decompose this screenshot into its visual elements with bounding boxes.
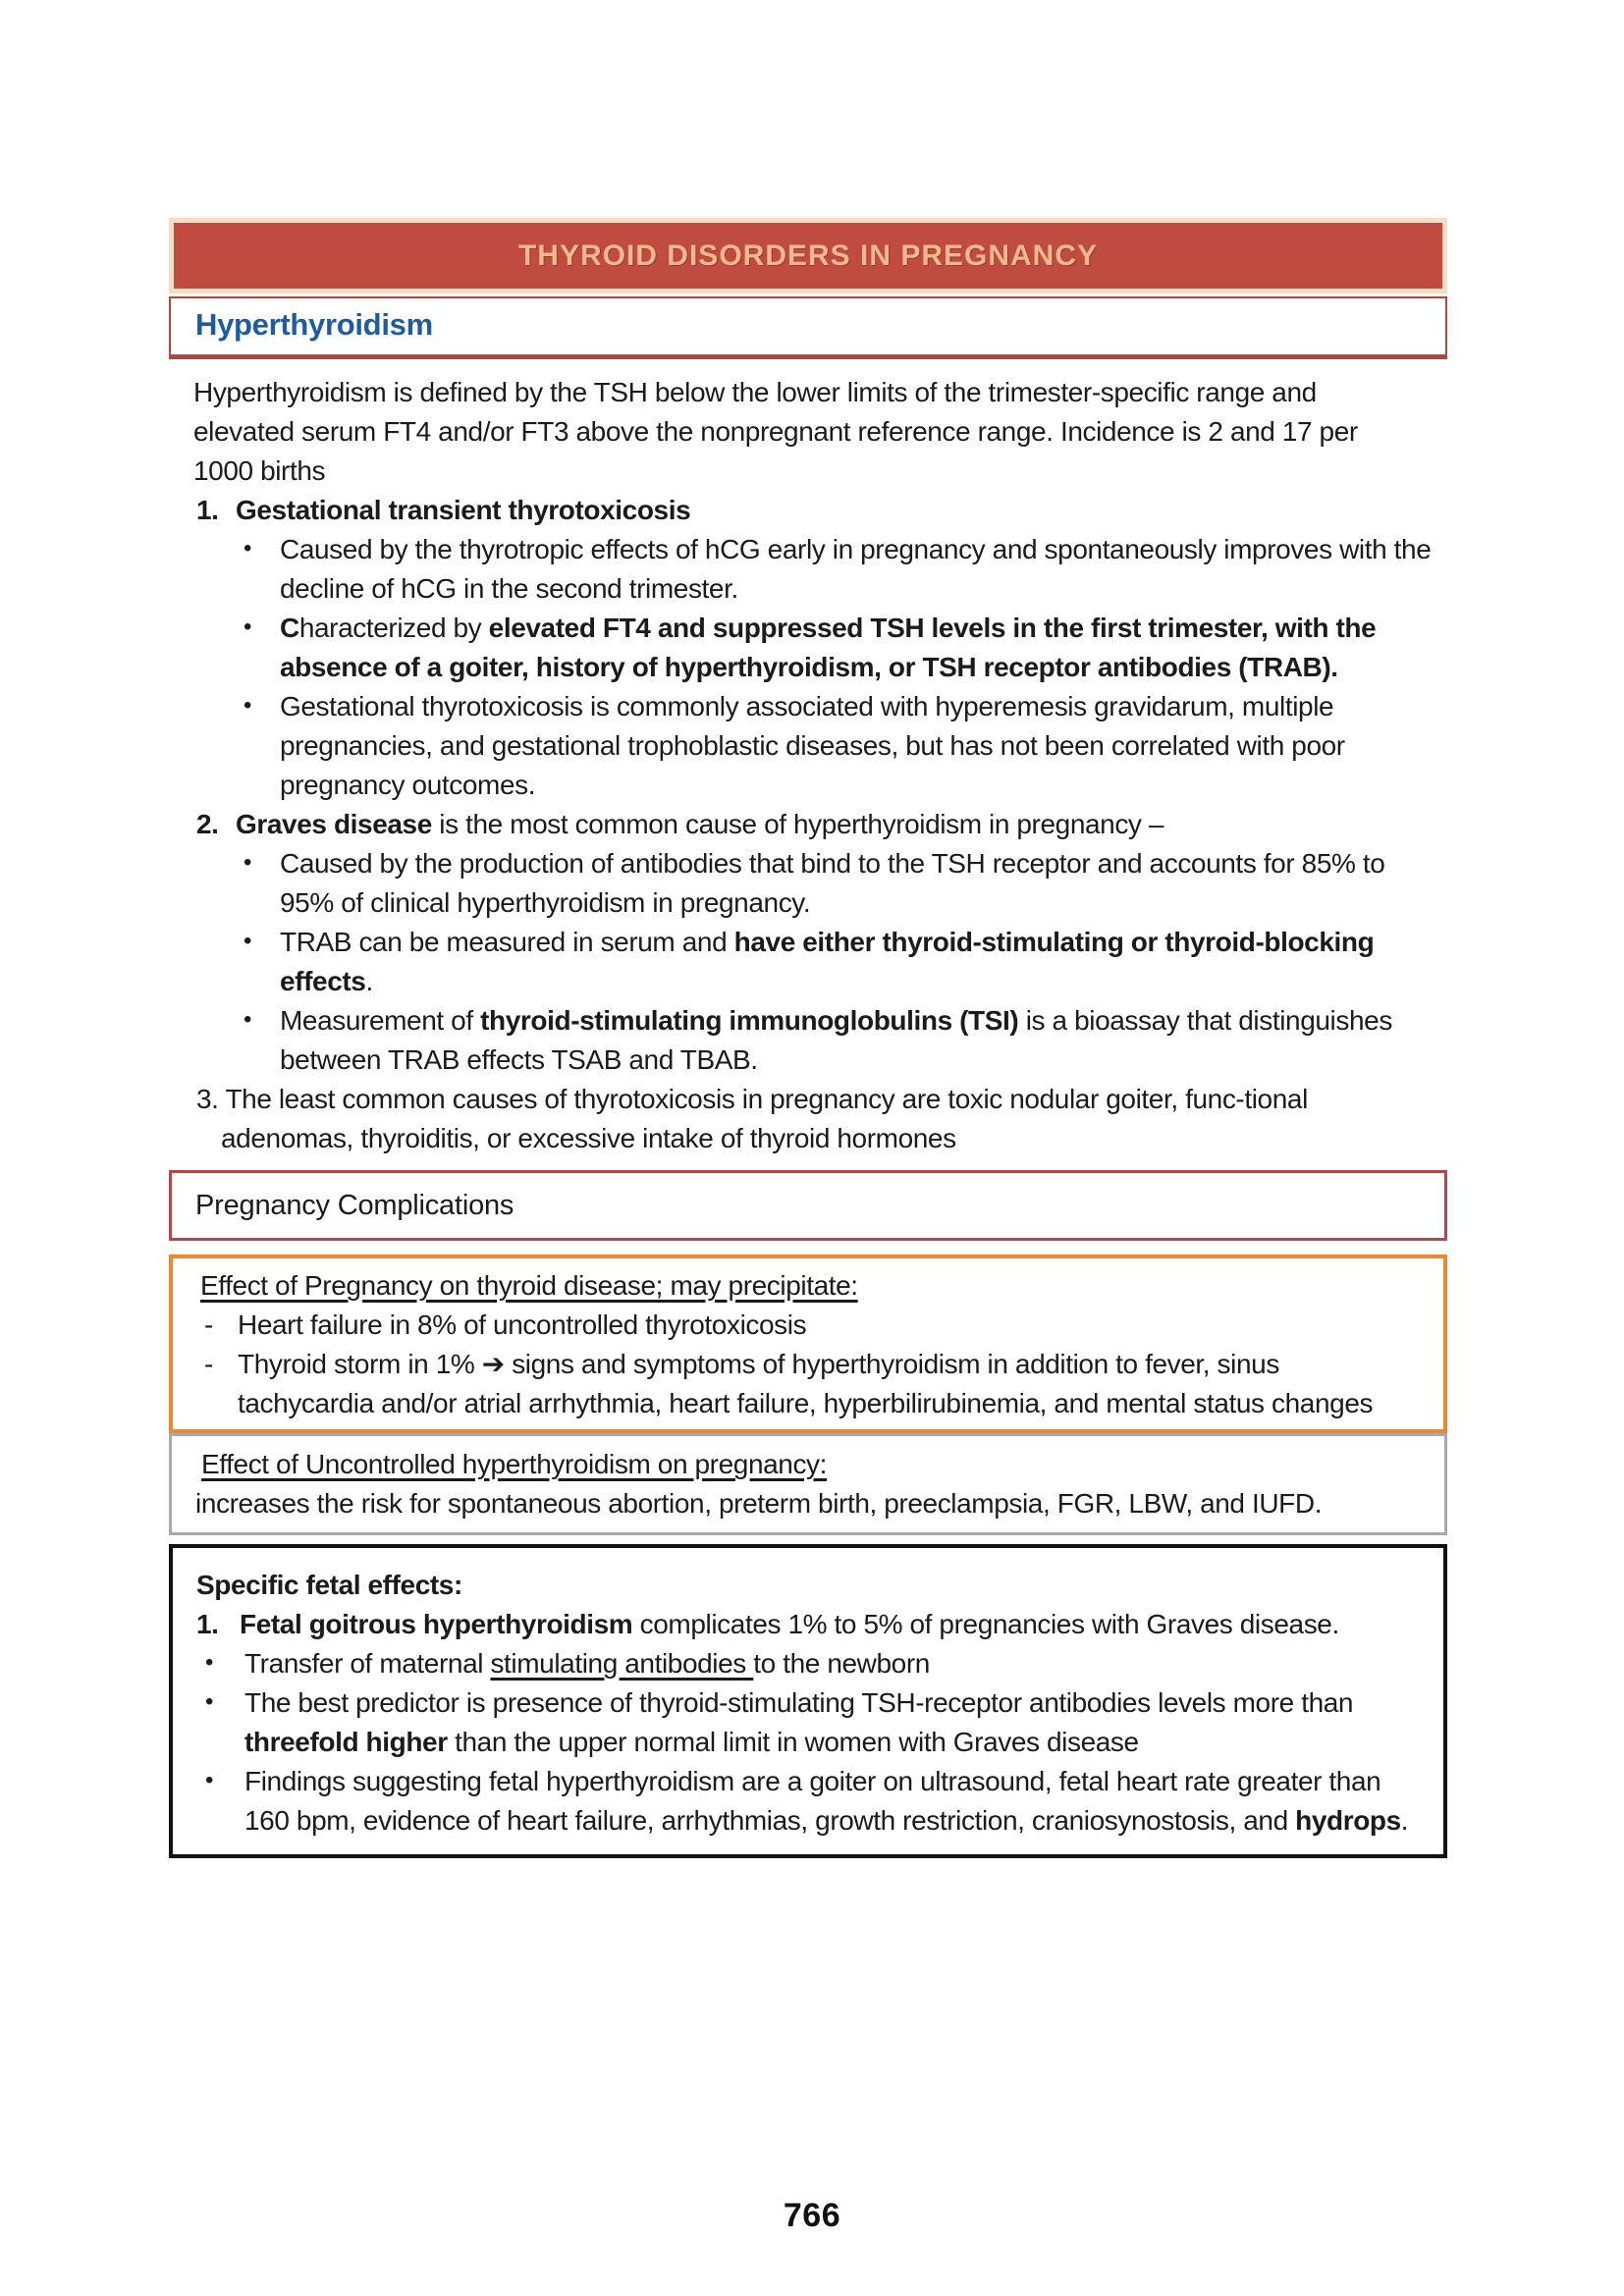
bullet-text: TRAB can be measured in serum and have either thyroid-stimulating or thyroid-blocking effects. (280, 927, 1375, 996)
specific-fetal-effects-heading: Specific fetal effects: (196, 1570, 462, 1600)
dash-icon: - (204, 1309, 213, 1340)
list-item-2-bullet-1 (169, 844, 1435, 923)
fetal-bullet-1-text: Transfer of maternal stimulating antibodies to the newborn (244, 1648, 930, 1679)
bullet-icon: • (205, 1649, 214, 1676)
bullet-icon: • (244, 692, 252, 719)
uncontrolled-hyperthyroidism-heading: Effect of Uncontrolled hyperthyroidism on pregnancy: (201, 1449, 828, 1479)
fetal-bullet-1 (196, 1644, 1419, 1683)
list-item-1-bullet-2 (169, 609, 1435, 687)
list-item-2-title: Graves disease is the most common cause of hyperthyroidism in pregnancy – (236, 809, 1164, 839)
list-item-1-title: Gestational transient thyrotoxicosis (236, 495, 691, 525)
effect-item-2 (196, 1345, 1404, 1423)
dash-icon: - (204, 1349, 213, 1379)
specific-fetal-effects-box (169, 1544, 1447, 1858)
list-item-3-number: 3. (196, 1084, 219, 1114)
effect-item-1 (196, 1306, 1404, 1345)
hyperthyroidism-causes-list (169, 491, 1447, 1158)
bullet-text: Measurement of thyroid-stimulating immunoglobulins (TSI) is a bioassay that distinguishes between TRAB effects TSAB and TBAB. (280, 1005, 1392, 1075)
bullet-icon: • (244, 1006, 252, 1033)
section-title: Hyperthyroidism (195, 307, 433, 342)
list-item-2-bullet-2 (169, 923, 1435, 1001)
fetal-bullet-3 (196, 1762, 1419, 1841)
title-banner (169, 218, 1447, 294)
pregnancy-complications-title: Pregnancy Complications (195, 1189, 514, 1221)
fetal-bullet-2 (196, 1683, 1419, 1762)
bullet-text: Gestational thyrotoxicosis is commonly associated with hyperemesis gravidarum, multiple pregnancies, and gestational trophoblastic diseases, but has not been correlated with poor pregnancy outcomes. (280, 691, 1345, 800)
banner-title: THYROID DISORDERS IN PREGNANCY (517, 239, 1099, 272)
effect-item-2-text: Thyroid storm in 1% ➔ signs and symptoms of hyperthyroidism in addition to fever, sinus tachycardia and/or atrial arrhythmia, heart failure, hyperbilirubinemia, and mental status changes (238, 1348, 1374, 1418)
list-item-2-number: 2. (196, 809, 219, 839)
list-item-1-bullet-1 (169, 530, 1435, 609)
effect-of-pregnancy-box (169, 1255, 1447, 1433)
bullet-icon: • (205, 1688, 214, 1715)
bullet-icon: • (244, 849, 252, 876)
fetal-item-1 (196, 1605, 1404, 1644)
bullet-icon: • (244, 535, 252, 561)
intro-paragraph: Hyperthyroidism is defined by the TSH below the lower limits of the trimester-specific range and elevated serum FT4 and/or FT3 above the nonpregnant reference range. Incidence is 2 and 17 per 1000 births (193, 377, 1358, 486)
pregnancy-complications-box (169, 1170, 1447, 1241)
bullet-text: Caused by the thyrotropic effects of hCG early in pregnancy and spontaneously improves with the decline of hCG in the second trimester. (280, 534, 1432, 604)
list-item-2 (169, 805, 1447, 844)
uncontrolled-hyperthyroidism-box (169, 1433, 1447, 1535)
uncontrolled-hyperthyroidism-body: increases the risk for spontaneous abortion, preterm birth, preeclampsia, FGR, LBW, and IUFD. (195, 1488, 1323, 1519)
bullet-text: Characterized by elevated FT4 and suppressed TSH levels in the first trimester, with the absence of a goiter, history of hyperthyroidism, or TSH receptor antibodies (TRAB). (280, 613, 1377, 682)
page-number: 766 (783, 2197, 841, 2234)
list-item-1-number: 1. (196, 495, 219, 525)
bullet-text: Caused by the production of antibodies that bind to the TSH receptor and accounts for 85% to 95% of clinical hyperthyroidism in pregnancy. (280, 848, 1385, 918)
list-item-3 (169, 1080, 1372, 1158)
list-item-1-bullet-3 (169, 687, 1435, 805)
list-item-3-text: The least common causes of thyrotoxicosis in pregnancy are toxic nodular goiter, func-tional adenomas, thyroiditis, or excessive intake of thyroid hormones (221, 1084, 1308, 1153)
bullet-icon: • (205, 1767, 214, 1793)
hyperthyroidism-heading-box (169, 296, 1447, 359)
effect-of-pregnancy-heading: Effect of Pregnancy on thyroid disease; may precipitate: (200, 1270, 858, 1301)
fetal-bullet-2-text: The best predictor is presence of thyroid-stimulating TSH-receptor antibodies levels more than threefold higher than the upper normal limit in women with Graves disease (244, 1687, 1354, 1757)
bullet-icon: • (244, 614, 252, 640)
effect-item-1-text: Heart failure in 8% of uncontrolled thyrotoxicosis (238, 1309, 807, 1340)
list-item-1 (169, 491, 1447, 530)
list-item-2-bullet-3 (169, 1001, 1435, 1080)
fetal-bullet-3-text: Findings suggesting fetal hyperthyroidism are a goiter on ultrasound, fetal heart rate greater than 160 bpm, evidence of heart failure, arrhythmias, growth restriction, craniosynostosis, and hydrops. (244, 1766, 1409, 1836)
bullet-icon: • (244, 928, 252, 954)
page-content (169, 218, 1447, 1858)
fetal-item-1-text: Fetal goitrous hyperthyroidism complicates 1% to 5% of pregnancies with Graves disease. (240, 1609, 1339, 1639)
fetal-item-1-number: 1. (196, 1609, 219, 1639)
